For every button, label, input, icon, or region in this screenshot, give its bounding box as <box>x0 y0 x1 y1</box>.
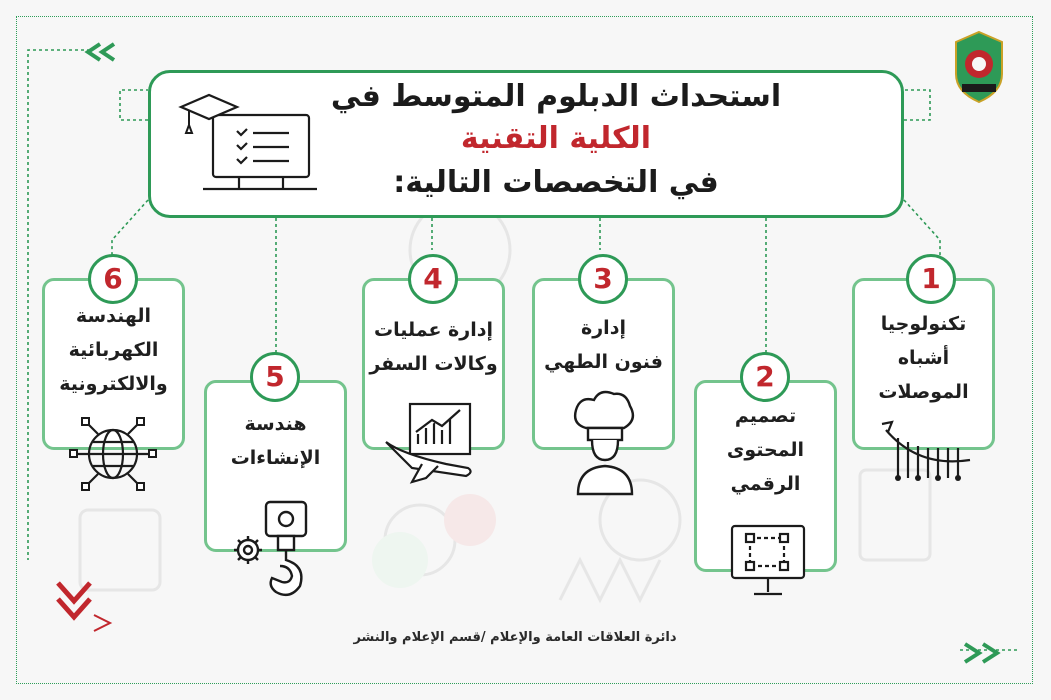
card-2-line-3: الرقمي <box>730 473 801 495</box>
graduation-computer-icon <box>177 93 317 203</box>
title-line-3: في التخصصات التالية: <box>393 165 719 200</box>
card-5-line-1: هندسة <box>244 413 307 435</box>
card-5-number-badge: 5 <box>250 352 300 402</box>
card-2-line-1: تصميم <box>734 405 797 427</box>
card-1-line-3: الموصلات <box>878 381 969 403</box>
title-box <box>148 70 904 218</box>
crane-hook-icon <box>230 496 326 606</box>
globe-circuit-icon <box>68 414 158 494</box>
card-1-number-badge: 1 <box>906 254 956 304</box>
double-chevron-left-icon <box>78 40 138 64</box>
university-logo <box>948 28 1010 106</box>
card-6-line-1: الهندسة <box>75 305 152 327</box>
card-5-line-2: الإنشاءات <box>230 447 321 469</box>
card-3-line-2: فنون الطهي <box>544 351 663 373</box>
card-3-number-badge: 3 <box>578 254 628 304</box>
chef-icon <box>568 388 640 498</box>
card-2-line-2: المحتوى <box>726 439 805 461</box>
card-4-number-badge: 4 <box>408 254 458 304</box>
title-line-2: الكلية التقنية <box>460 121 652 156</box>
card-3-line-1: إدارة <box>581 317 626 339</box>
chevron-down-red-icon <box>50 575 120 635</box>
card-4-line-2: وكالات السفر <box>369 353 498 375</box>
card-6-number-badge: 6 <box>88 254 138 304</box>
monitor-design-icon <box>728 522 808 602</box>
title-line-1: استحداث الدبلوم المتوسط في <box>330 79 782 114</box>
card-4-line-1: إدارة عمليات <box>373 319 493 341</box>
airplane-chart-icon <box>382 398 476 488</box>
card-1-line-2: أشباه <box>897 347 950 369</box>
card-6-line-3: والالكترونية <box>59 373 168 395</box>
double-chevron-right-icon <box>955 640 1025 666</box>
card-2-number-badge: 2 <box>740 352 790 402</box>
card-6-line-2: الكهربائية <box>68 339 159 361</box>
semiconductor-icon <box>878 418 978 488</box>
card-1-line-1: تكنولوجيا <box>880 313 967 335</box>
footer-credit: دائرة العلاقات العامة والإعلام /قسم الإعلام والنشر <box>353 630 677 645</box>
